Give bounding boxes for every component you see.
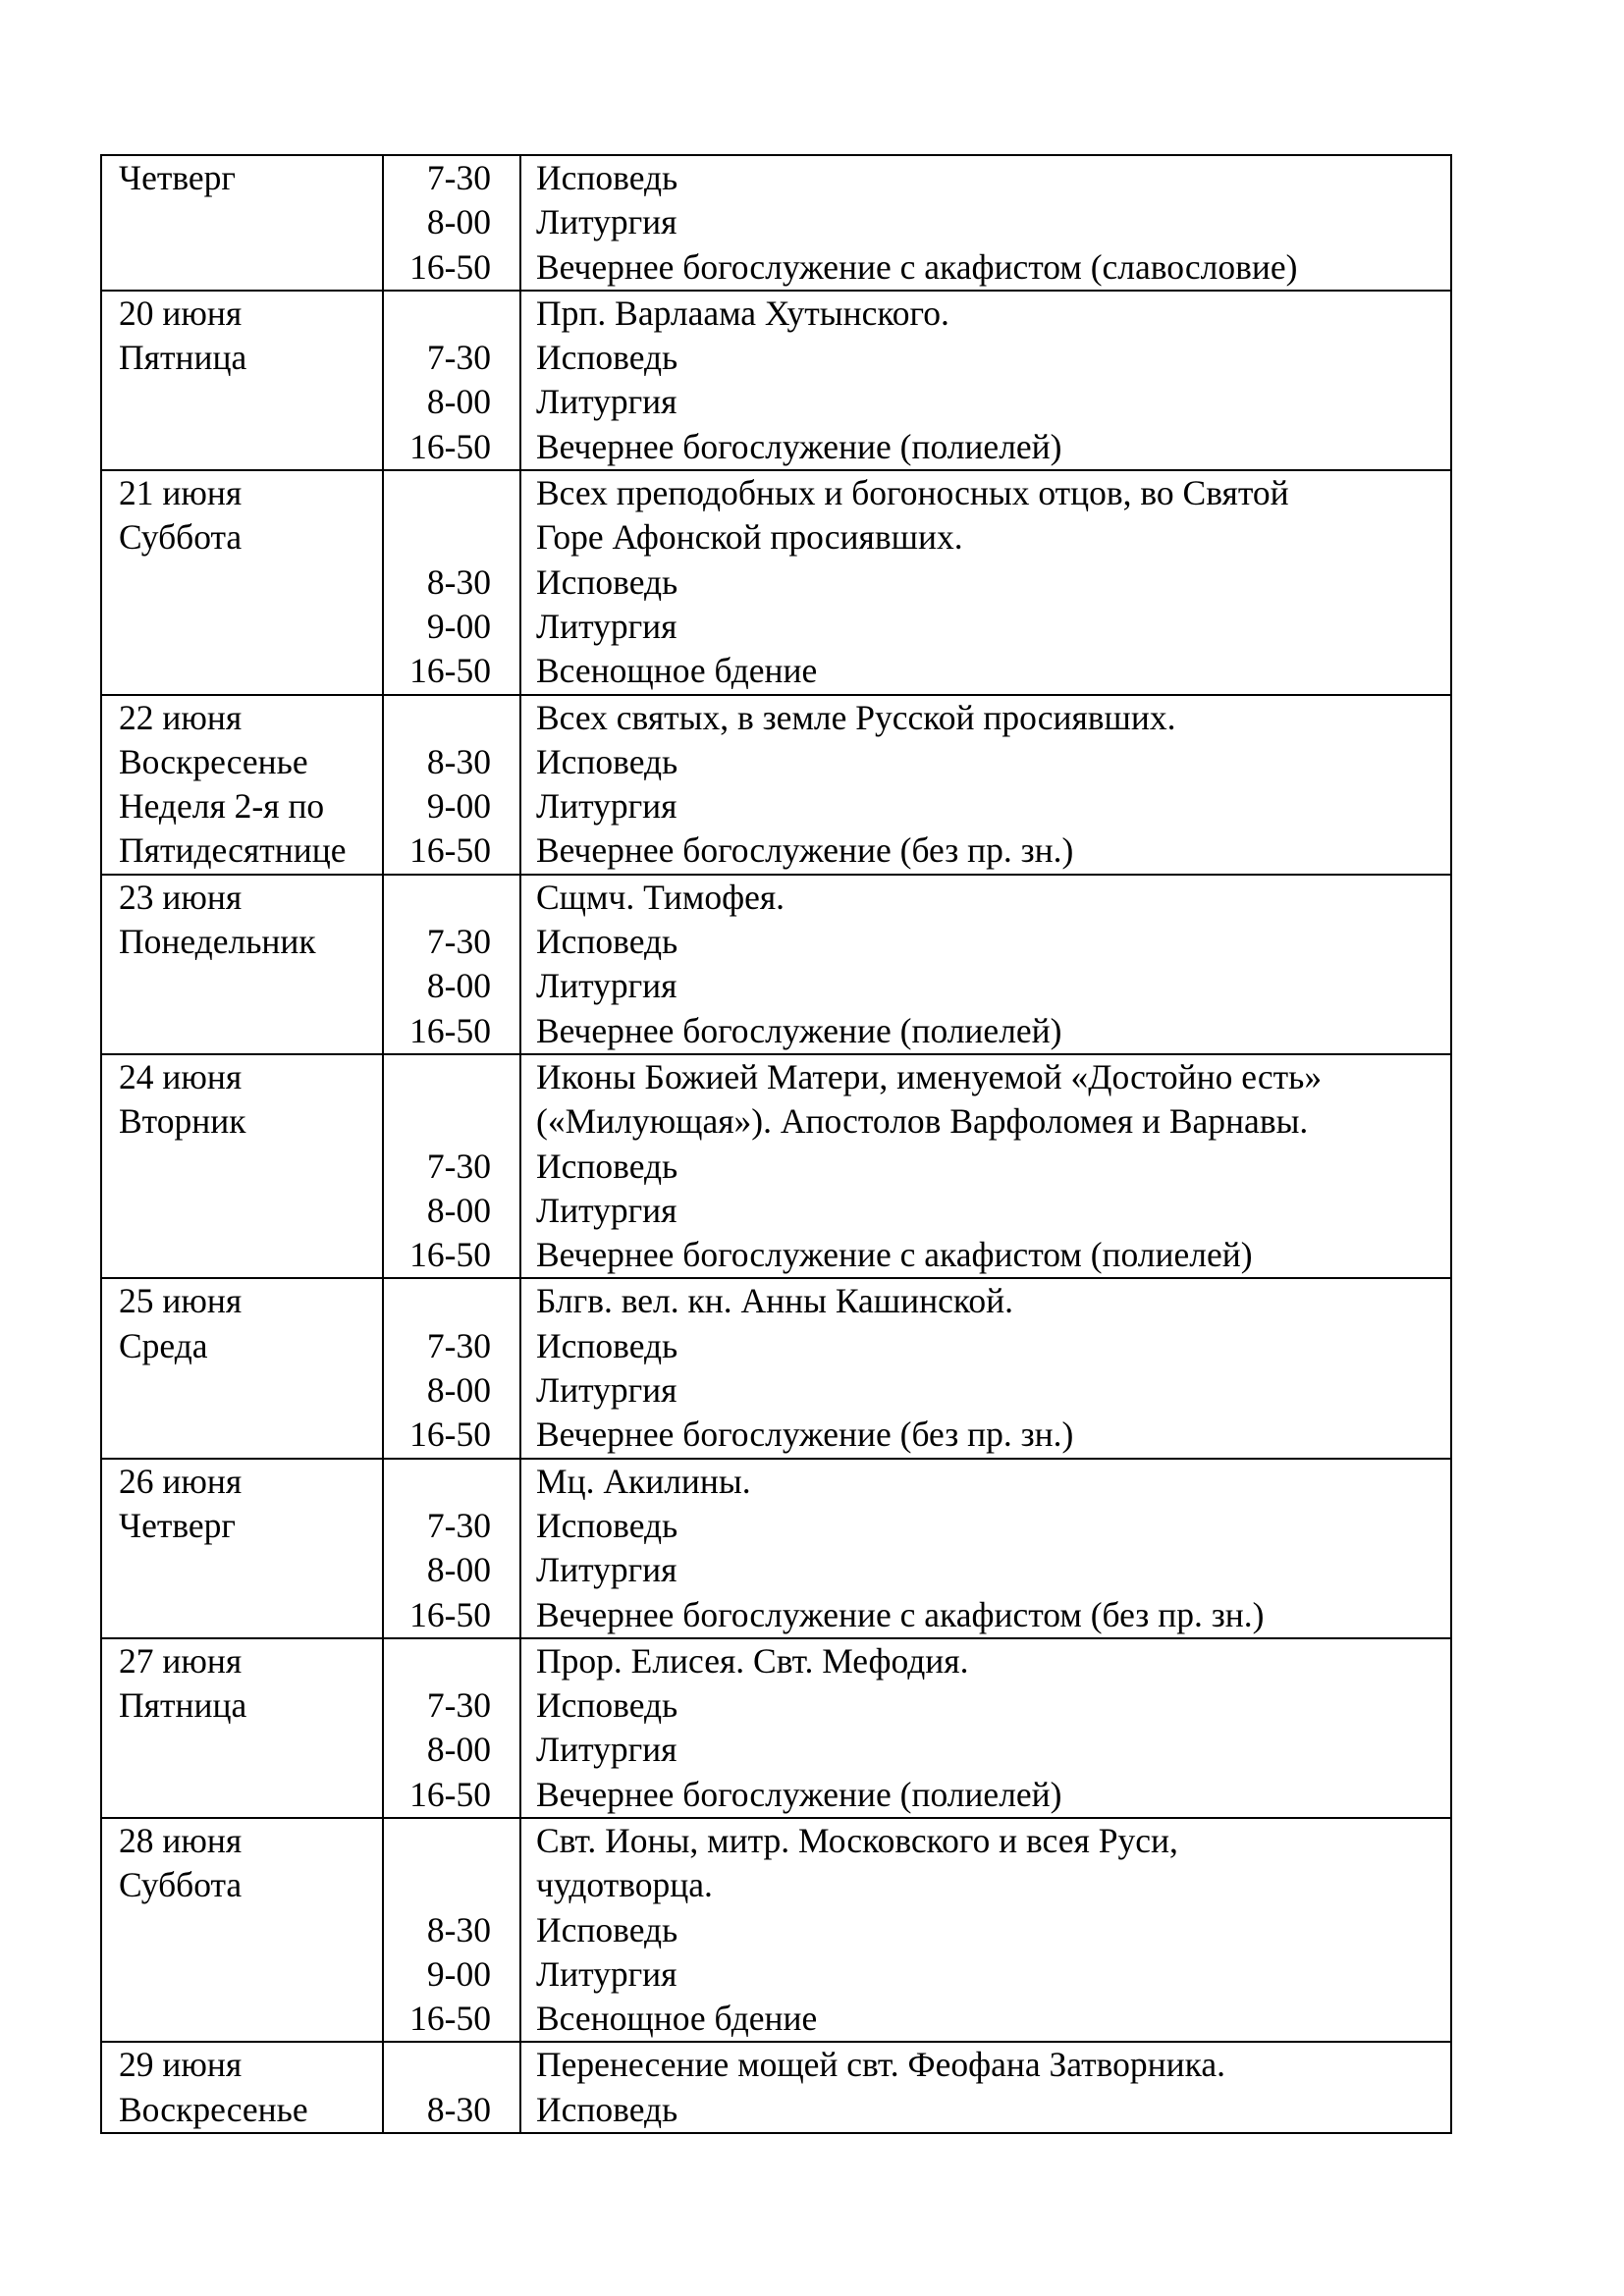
time-cell	[383, 155, 520, 291]
schedule-row	[101, 155, 1451, 291]
time-cell	[383, 1818, 520, 2042]
time-cell	[383, 1638, 520, 1818]
date-line: Четверг	[119, 158, 236, 197]
time-line: 8-00	[426, 966, 491, 1006]
event-line: Вечернее богослужение (полиелей)	[536, 426, 1062, 466]
time-line: 7-30	[426, 1505, 491, 1545]
schedule-row	[101, 2042, 1451, 2133]
event-line: Горе Афонской просиявших.	[536, 517, 963, 558]
time-line: 7-30	[426, 1325, 491, 1365]
time-line: 16-50	[409, 830, 491, 871]
schedule-row	[101, 1054, 1451, 1278]
event-line: Прп. Варлаама Хутынского.	[536, 293, 949, 333]
time-line	[384, 515, 491, 560]
date-cell	[101, 291, 383, 470]
event-line: Исповедь	[536, 1505, 678, 1545]
date-line: Воскресенье	[119, 741, 308, 781]
time-line: 16-50	[409, 246, 491, 287]
event-cell	[520, 1278, 1451, 1458]
date-line: 23 июня	[119, 877, 243, 917]
date-line: 28 июня	[119, 1820, 243, 1860]
date-line: Суббота	[119, 1865, 243, 1905]
date-cell	[101, 2042, 383, 2133]
time-line	[384, 1279, 491, 1323]
event-line: Сщмч. Тимофея.	[536, 877, 785, 917]
event-line: Литургия	[536, 1370, 677, 1411]
date-cell	[101, 155, 383, 291]
event-line: Прор. Елисея. Свт. Мефодия.	[536, 1640, 969, 1681]
time-line	[384, 696, 491, 740]
time-line	[384, 876, 491, 920]
time-line: 9-00	[426, 606, 491, 646]
schedule-row	[101, 1818, 1451, 2042]
time-line	[384, 2043, 491, 2087]
date-line: 22 июня	[119, 697, 243, 737]
time-line: 8-00	[426, 1550, 491, 1590]
time-line: 8-00	[426, 202, 491, 242]
event-line: Вечернее богослужение (полиелей)	[536, 1010, 1062, 1050]
schedule-row	[101, 1278, 1451, 1458]
time-line: 9-00	[426, 786, 491, 827]
time-line: 16-50	[409, 426, 491, 466]
time-line: 8-00	[426, 382, 491, 422]
event-line: Свт. Ионы, митр. Московского и всея Руси,	[536, 1820, 1178, 1860]
event-line: Исповедь	[536, 1685, 678, 1726]
event-line: Литургия	[536, 202, 677, 242]
date-cell	[101, 1278, 383, 1458]
date-line: Четверг	[119, 1505, 236, 1545]
event-line: Всех святых, в земле Русской просиявших.	[536, 697, 1176, 737]
time-line	[384, 1639, 491, 1683]
event-line: Вечернее богослужение (без пр. зн.)	[536, 830, 1074, 871]
date-line: 20 июня	[119, 293, 243, 333]
schedule-row	[101, 291, 1451, 470]
time-line: 7-30	[426, 1685, 491, 1726]
schedule-row	[101, 1459, 1451, 1638]
event-cell	[520, 470, 1451, 694]
event-line: Перенесение мощей свт. Феофана Затворника.	[536, 2045, 1225, 2085]
event-line: Исповедь	[536, 1146, 678, 1186]
date-line: Воскресенье	[119, 2089, 308, 2129]
date-line: Среда	[119, 1325, 208, 1365]
date-line: 21 июня	[119, 473, 243, 513]
event-line: Литургия	[536, 966, 677, 1006]
event-line: Исповедь	[536, 2089, 678, 2129]
time-line: 16-50	[409, 1594, 491, 1634]
date-cell	[101, 1054, 383, 1278]
date-cell	[101, 695, 383, 875]
time-line: 7-30	[426, 158, 491, 197]
time-line: 16-50	[409, 651, 491, 691]
time-line: 16-50	[409, 1415, 491, 1455]
event-line: Всенощное бдение	[536, 651, 818, 691]
date-line: Вторник	[119, 1101, 246, 1142]
event-cell	[520, 155, 1451, 291]
event-cell	[520, 695, 1451, 875]
time-line: 7-30	[426, 1146, 491, 1186]
date-line: Пятница	[119, 1685, 247, 1726]
time-line	[384, 1863, 491, 1907]
event-line: Исповедь	[536, 922, 678, 962]
date-line: Суббота	[119, 517, 243, 558]
time-cell	[383, 875, 520, 1054]
event-line: Вечернее богослужение (без пр. зн.)	[536, 1415, 1074, 1455]
schedule-body	[101, 155, 1451, 2133]
date-line: Пятидесятнице	[119, 830, 347, 871]
date-line: Понедельник	[119, 922, 316, 962]
time-line: 16-50	[409, 1010, 491, 1050]
time-line: 8-00	[426, 1190, 491, 1230]
event-cell	[520, 2042, 1451, 2133]
time-line: 8-30	[426, 561, 491, 602]
schedule-row	[101, 875, 1451, 1054]
time-line: 8-30	[426, 1909, 491, 1949]
time-line	[384, 1819, 491, 1863]
date-line: 24 июня	[119, 1056, 243, 1096]
time-line: 16-50	[409, 1774, 491, 1814]
event-line: («Милующая»). Апостолов Варфоломея и Варнавы.	[536, 1101, 1309, 1142]
event-line: Всенощное бдение	[536, 1999, 818, 2039]
event-line: Вечернее богослужение с акафистом (без пр. зн.)	[536, 1594, 1265, 1634]
date-line: 25 июня	[119, 1281, 243, 1321]
date-cell	[101, 875, 383, 1054]
time-line: 7-30	[426, 922, 491, 962]
event-line: Мц. Акилины.	[536, 1461, 751, 1501]
time-cell	[383, 1459, 520, 1638]
event-line: Литургия	[536, 786, 677, 827]
event-cell	[520, 1054, 1451, 1278]
time-line: 8-30	[426, 741, 491, 781]
event-cell	[520, 1459, 1451, 1638]
event-cell	[520, 291, 1451, 470]
event-line: Исповедь	[536, 561, 678, 602]
service-schedule-table	[100, 154, 1452, 2134]
event-cell	[520, 1818, 1451, 2042]
date-cell	[101, 1459, 383, 1638]
time-cell	[383, 1278, 520, 1458]
event-line: Всех преподобных и богоносных отцов, во Святой	[536, 473, 1289, 513]
time-line	[384, 471, 491, 515]
time-line: 8-00	[426, 1370, 491, 1411]
event-line: Исповедь	[536, 338, 678, 378]
time-line: 8-30	[426, 2089, 491, 2129]
event-line: Литургия	[536, 606, 677, 646]
time-line: 16-50	[409, 1235, 491, 1275]
date-cell	[101, 1638, 383, 1818]
event-line: Исповедь	[536, 158, 678, 197]
time-cell	[383, 291, 520, 470]
time-cell	[383, 2042, 520, 2133]
time-line: 9-00	[426, 1953, 491, 1994]
event-line: Литургия	[536, 1730, 677, 1770]
time-line: 16-50	[409, 1999, 491, 2039]
event-line: Литургия	[536, 1953, 677, 1994]
time-cell	[383, 1054, 520, 1278]
time-line	[384, 1099, 491, 1144]
event-cell	[520, 1638, 1451, 1818]
event-line: чудотворца.	[536, 1865, 713, 1905]
time-line	[384, 292, 491, 336]
date-line: 29 июня	[119, 2045, 243, 2085]
event-line: Литургия	[536, 1190, 677, 1230]
event-line: Блгв. вел. кн. Анны Кашинской.	[536, 1281, 1013, 1321]
date-cell	[101, 470, 383, 694]
event-line: Литургия	[536, 382, 677, 422]
date-cell	[101, 1818, 383, 2042]
event-line: Вечернее богослужение (полиелей)	[536, 1774, 1062, 1814]
event-line: Исповедь	[536, 1325, 678, 1365]
event-line: Исповедь	[536, 1909, 678, 1949]
event-line: Исповедь	[536, 741, 678, 781]
schedule-row	[101, 695, 1451, 875]
time-line: 7-30	[426, 338, 491, 378]
time-line	[384, 1460, 491, 1504]
schedule-row	[101, 1638, 1451, 1818]
date-line: Неделя 2-я по	[119, 786, 325, 827]
event-cell	[520, 875, 1451, 1054]
date-line: Пятница	[119, 338, 247, 378]
event-line: Вечернее богослужение с акафистом (славословие)	[536, 246, 1298, 287]
date-line: 27 июня	[119, 1640, 243, 1681]
time-cell	[383, 695, 520, 875]
event-line: Литургия	[536, 1550, 677, 1590]
time-cell	[383, 470, 520, 694]
date-line: 26 июня	[119, 1461, 243, 1501]
time-line: 8-00	[426, 1730, 491, 1770]
schedule-row	[101, 470, 1451, 694]
event-line: Вечернее богослужение с акафистом (полиелей)	[536, 1235, 1253, 1275]
event-line: Иконы Божией Матери, именуемой «Достойно есть»	[536, 1056, 1323, 1096]
time-line	[384, 1055, 491, 1099]
